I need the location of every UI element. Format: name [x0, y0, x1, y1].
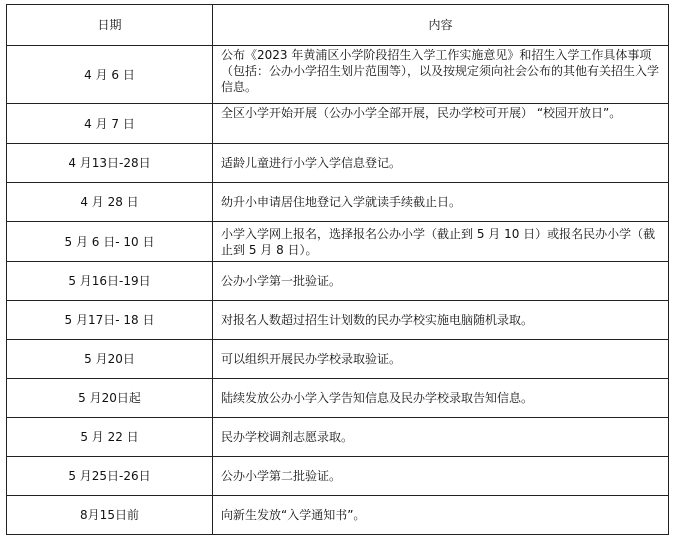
row-date: 5 月16日-19日 — [7, 262, 213, 301]
row-date: 4 月 6 日 — [7, 46, 213, 104]
row-date: 5 月17日- 18 日 — [7, 301, 213, 340]
row-content: 民办学校调剂志愿录取。 — [213, 418, 669, 457]
table-row — [7, 301, 669, 340]
row-content: 陆续发放公办小学入学告知信息及民办学校录取告知信息。 — [213, 379, 669, 418]
table-row — [7, 144, 669, 183]
row-date: 5 月20日 — [7, 340, 213, 379]
table-row — [7, 496, 669, 535]
table-row — [7, 340, 669, 379]
header-date: 日期 — [7, 5, 213, 46]
row-content: 小学入学网上报名，选择报名公办小学（截止到 5 月 10 日）或报名民办小学（截止到 5 月 8 日）。 — [213, 222, 669, 262]
row-content: 公办小学第二批验证。 — [213, 457, 669, 496]
row-content: 公办小学第一批验证。 — [213, 262, 669, 301]
row-content: 公布《2023 年黄浦区小学阶段招生入学工作实施意见》和招生入学工作具体事项（包括：公办小学招生划片范围等），以及按规定须向社会公布的其他有关招生入学信息。 — [213, 46, 669, 104]
table-header-row — [7, 5, 669, 46]
row-date: 5 月25日-26日 — [7, 457, 213, 496]
table-row — [7, 262, 669, 301]
row-date: 8月15日前 — [7, 496, 213, 535]
table-row — [7, 183, 669, 222]
table-row — [7, 418, 669, 457]
row-content: 幼升小申请居住地登记入学就读手续截止日。 — [213, 183, 669, 222]
row-date: 5 月20日起 — [7, 379, 213, 418]
row-date: 4 月13日-28日 — [7, 144, 213, 183]
enrollment-schedule-table — [6, 4, 669, 535]
table-row — [7, 46, 669, 104]
table-row — [7, 379, 669, 418]
row-date: 4 月 7 日 — [7, 104, 213, 144]
row-content: 对报名人数超过招生计划数的民办学校实施电脑随机录取。 — [213, 301, 669, 340]
row-content: 全区小学开始开展（公办小学全部开展，民办学校可开展） “校园开放日”。 — [213, 104, 669, 144]
table-row — [7, 222, 669, 262]
row-date: 4 月 28 日 — [7, 183, 213, 222]
row-content: 可以组织开展民办学校录取验证。 — [213, 340, 669, 379]
row-date: 5 月 6 日- 10 日 — [7, 222, 213, 262]
row-date: 5 月 22 日 — [7, 418, 213, 457]
table-row — [7, 457, 669, 496]
header-content: 内容 — [213, 5, 669, 46]
table-row — [7, 104, 669, 144]
row-content: 适龄儿童进行小学入学信息登记。 — [213, 144, 669, 183]
row-content: 向新生发放“入学通知书”。 — [213, 496, 669, 535]
